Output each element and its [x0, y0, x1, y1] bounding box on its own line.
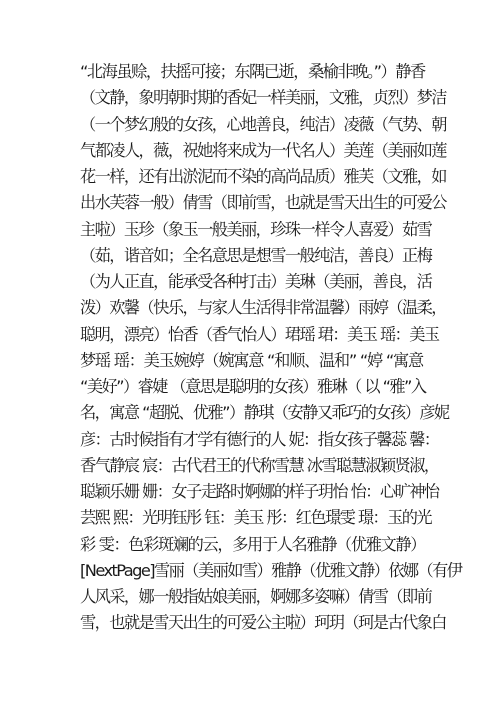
text-line: “美好”）睿婕 （意思是聪明的女孩）雅琳（ 以 “雅”入: [80, 377, 426, 396]
text-line: 香气静宸 宸：古代君王的代称雪慧 冰雪聪慧淑颖贤淑，: [80, 455, 439, 475]
text-line: （为人正直，能承受各种打击）美琳（美丽，善良，活: [80, 272, 432, 291]
text-line: 梦瑶 瑶：美玉婉婷（婉寓意 “和顺、温和” “婷 “寓意: [80, 350, 423, 370]
text-line: 出水芙蓉一般）倩雪（即前雪，也就是雪天出生的可爱公: [80, 193, 446, 213]
text-line: 彦：古时候指有才学有德行的人 妮：指女孩子馨蕊 馨：: [80, 429, 439, 449]
text-line: （文静，象明朝时期的香妃一样美丽，文雅，贞烈）梦洁: [80, 88, 446, 108]
text-line: 聪明，漂亮）怡香（香气怡人）珺瑶 珺：美玉 瑶：美玉: [80, 324, 439, 344]
text-line: 名，寓意 “超脱、优雅”）静琪（安静又乖巧的女孩）彦妮: [80, 403, 449, 423]
text-line: 彩 雯：色彩斑斓的云，多用于人名雅静（优雅文静）: [80, 534, 426, 554]
body-text: [80, 59, 462, 637]
text-line: 芸熙 熙：光明钰彤 钰：美玉 彤：红色璟雯 璟：玉的光: [80, 508, 432, 528]
text-line: [NextPage]雪丽（美丽如雪）雅静（优雅文静）依娜（有伊: [80, 560, 462, 580]
text-line: 气都凌人，薇，祝她将来成为一代名人）美莲（美丽如莲: [80, 140, 446, 160]
text-line: （一个梦幻般的女孩，心地善良，纯洁）凌薇（气势、朝: [80, 114, 446, 134]
text-line: （茹，谐音如；全名意思是想雪一般纯洁，善良）正梅: [80, 245, 432, 265]
text-line: 泼）欢馨（快乐，与家人生活得非常温馨）雨婷（温柔，: [80, 298, 446, 318]
text-line: 人风采，娜一般指姑娘美丽，婀娜多姿嘛）倩雪（即前: [80, 587, 432, 606]
text-line: 雪，也就是雪天出生的可爱公主啦）珂玥（珂是古代象白: [80, 613, 446, 633]
text-line: “北海虽赊，扶摇可接；东隅已逝，桑榆非晚。”）静香: [80, 62, 425, 81]
text-line: 主啦）玉珍（象玉一般美丽，珍珠一样令人喜爱）茹雪: [80, 219, 432, 239]
text-line: 花一样，还有出淤泥而不染的高尚品质）雅芙（文雅，如: [80, 167, 446, 186]
text-line: 聪颖乐姗 姗：女子走路时婀娜的样子玥怡 怡：心旷神怡: [80, 482, 439, 501]
